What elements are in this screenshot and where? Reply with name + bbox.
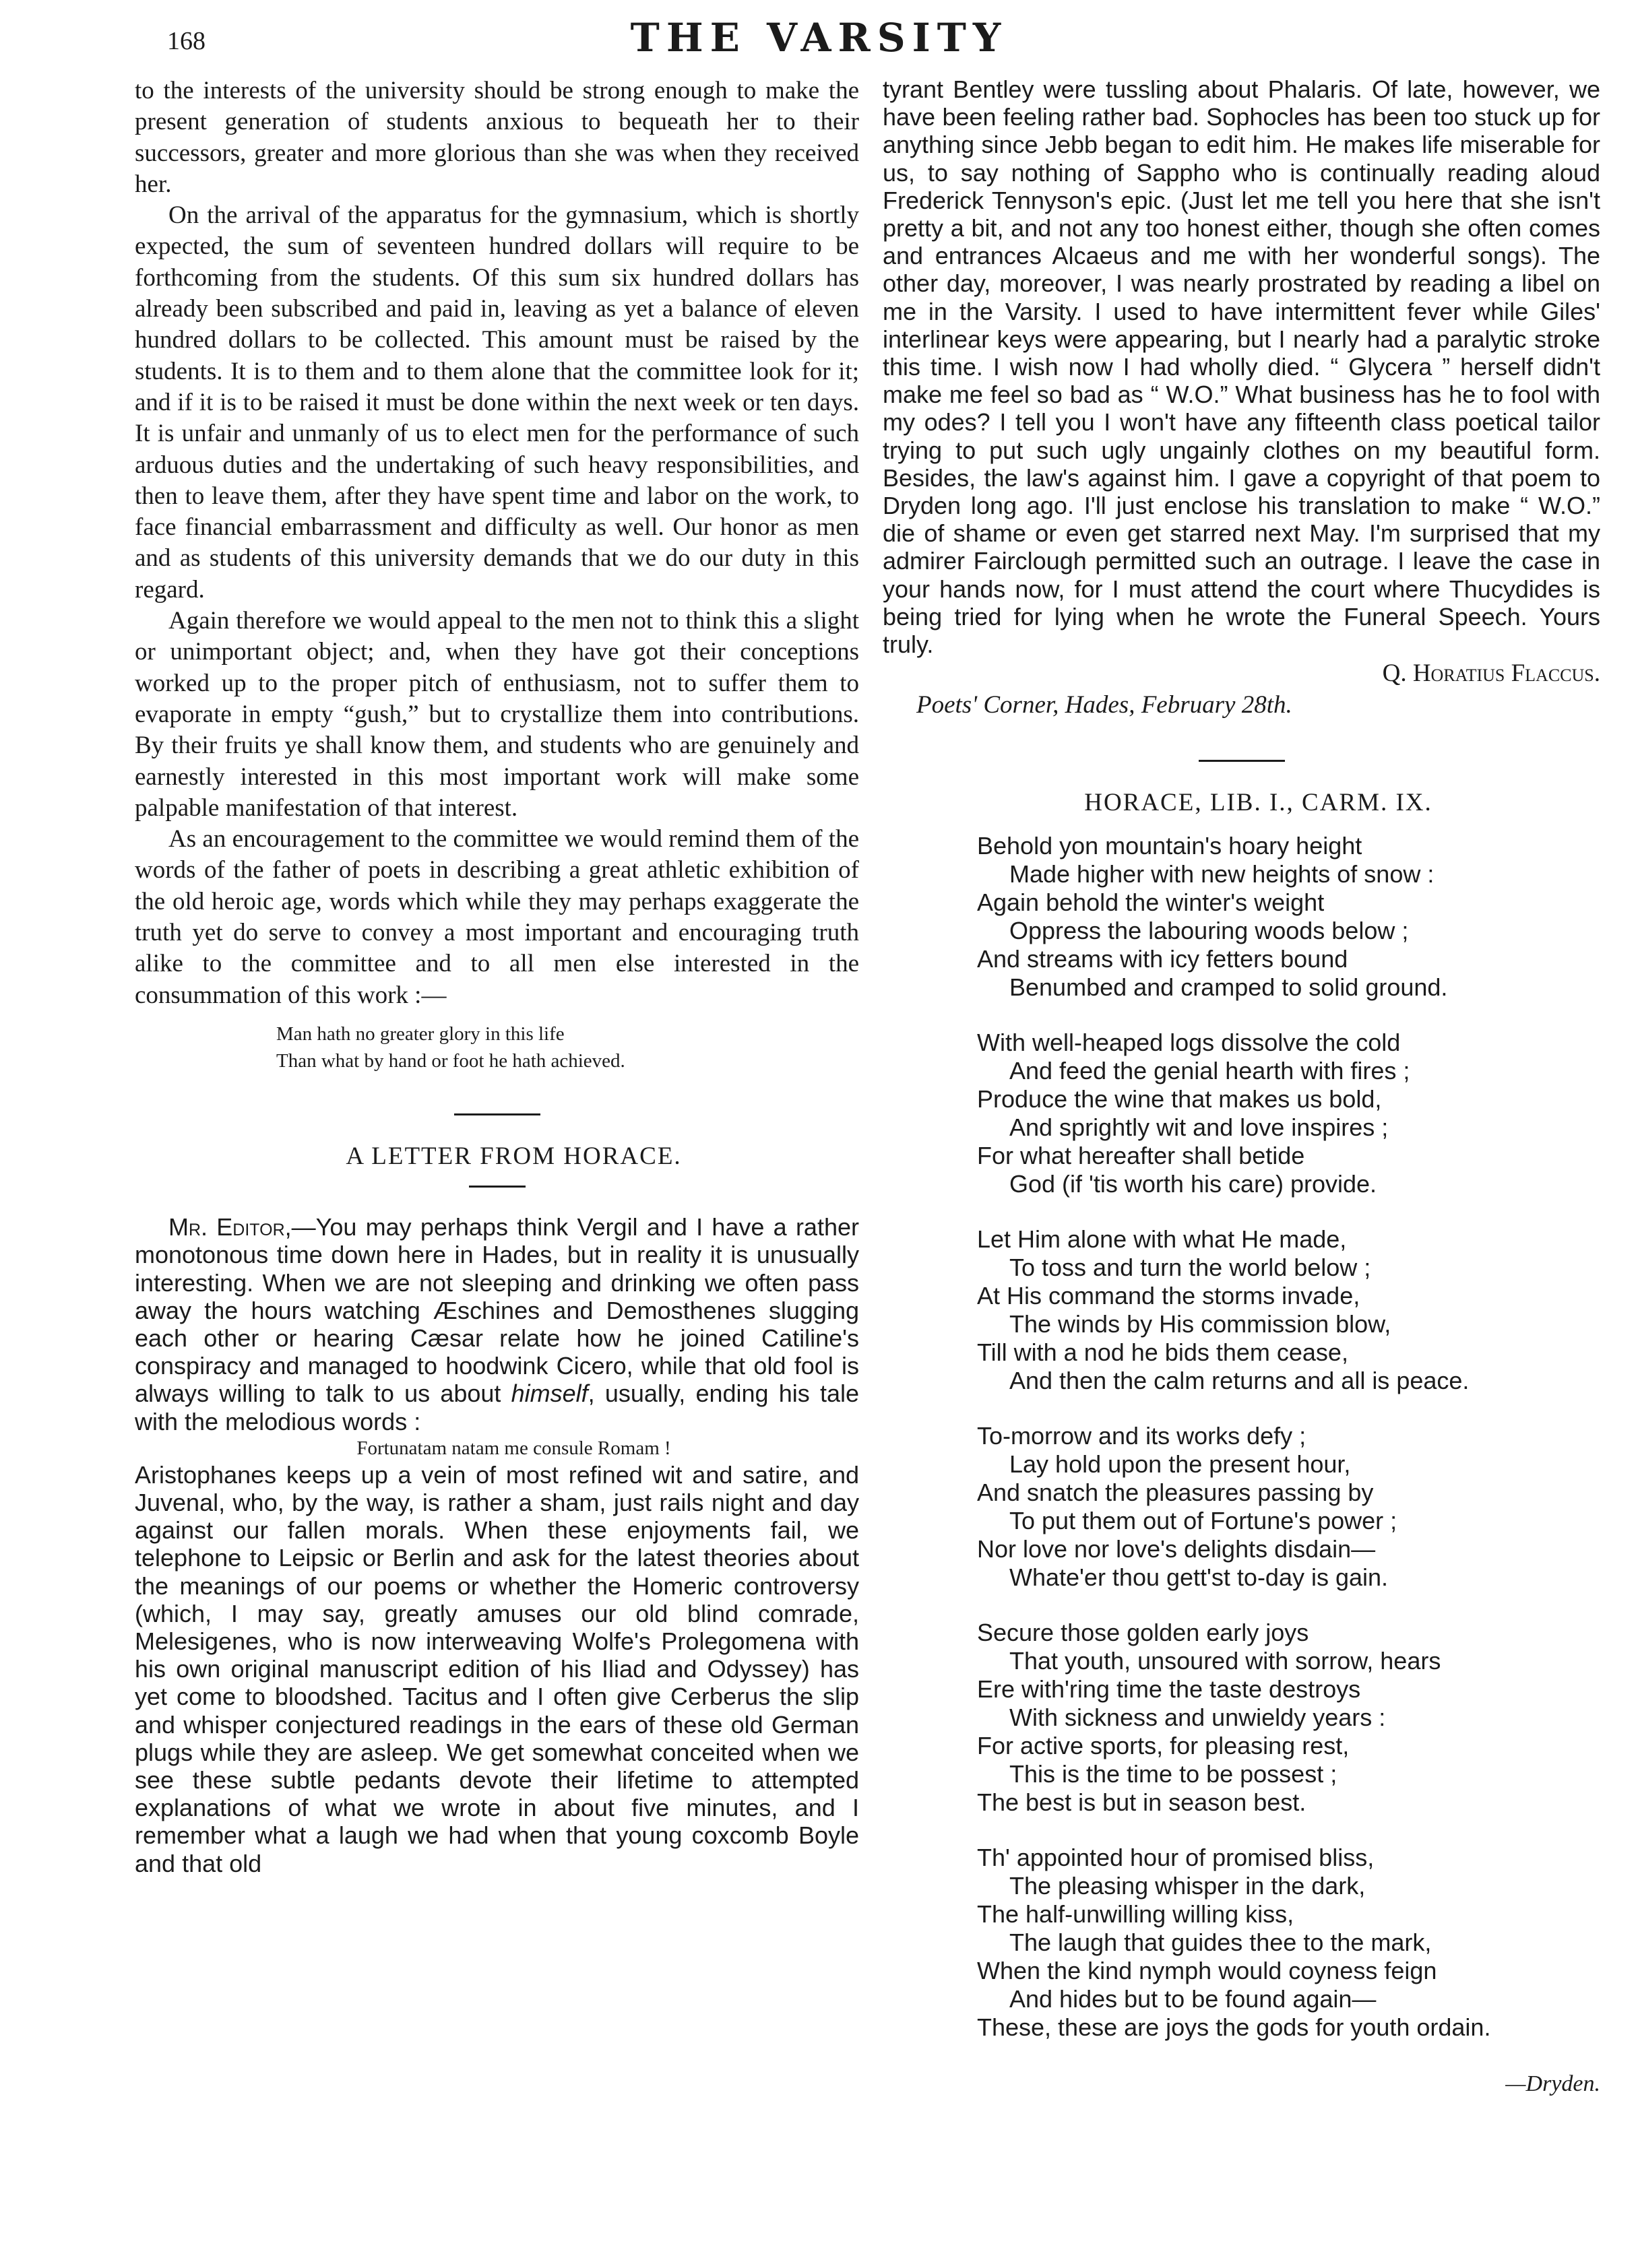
article-heading: A LETTER FROM HORACE.: [346, 1142, 682, 1170]
poem-stanza: [977, 1844, 1600, 2042]
poem-line: And snatch the pleasures passing by: [977, 1479, 1374, 1507]
page-number: 168: [167, 27, 206, 55]
poem-line: The best is but in season best.: [977, 1788, 1306, 1817]
paragraph: to the interests of the university should be strong enough to make the present generation of students anxious to bequeath her to their successors, greater and more glorious than she was when they received her.: [135, 77, 859, 198]
poem-line: For active sports, for pleasing rest,: [977, 1732, 1350, 1760]
latin-quote: Fortunatam natam me consule Romam !: [356, 1437, 671, 1459]
poem-line: Secure those golden early joys: [977, 1619, 1309, 1647]
poem-line: Made higher with new heights of snow :: [1009, 860, 1435, 888]
poem-stanza: [977, 1422, 1600, 1592]
poem-line: Nor love nor love's delights disdain—: [977, 1535, 1376, 1563]
dateline: Poets' Corner, Hades, February 28th.: [916, 690, 1292, 719]
poem-line: Again behold the winter's weight: [977, 888, 1325, 917]
paragraph: Again therefore we would appeal to the men not to think this a slight or unimportant object; and, when they have got their conceptions worked up to the proper pitch of enthusiasm, not to suffer them to evaporate in empty “gush,” but to crystallize them into contributions. By their fruits ye shall know them, and students who are genuinely and earnestly interested in this most important work will make some palpable manifestation of that interest.: [135, 607, 859, 822]
paragraph: On the arrival of the apparatus for the gymnasium, which is shortly expected, the sum of seventeen hundred dollars will require to be forthcoming from the students. Of this sum six hundred dollars has already been subscribed and paid in, leaving as yet a balance of eleven hundred dollars to be collected. This amount must be raised by the students. It is to them and to them alone that the committee look for it; and if it is to be raised it must be done within the next week or ten days. It is unfair and unmanly of us to elect men for the performance of such arduous duties and the undertaking of such heavy responsibilities, and then to leave them, after they have spent time and labor on the work, to face financial embarrassment and difficulty as well. Our honor as men and as students of this university demands that we do our duty in this regard.: [135, 201, 859, 604]
poem-line: That youth, unsoured with sorrow, hears: [1009, 1647, 1441, 1675]
poem-line: This is the time to be possest ;: [1009, 1760, 1337, 1788]
poem-line: The pleasing whisper in the dark,: [1009, 1872, 1366, 1900]
poem-line: Ere with'ring time the taste destroys: [977, 1675, 1361, 1704]
poem-line: Behold yon mountain's hoary height: [977, 832, 1362, 860]
verse-quote: [135, 1020, 859, 1074]
poem-line: To-morrow and its works defy ;: [977, 1422, 1306, 1450]
section-divider: [454, 1113, 540, 1115]
poem-line: With well-heaped logs dissolve the cold: [977, 1029, 1401, 1057]
right-column: [883, 75, 1600, 2100]
poem-line: The half-unwilling willing kiss,: [977, 1900, 1294, 1929]
paragraph: [135, 1213, 859, 1435]
poem-line: To put them out of Fortune's power ;: [1009, 1507, 1397, 1535]
paragraph-text: , usually, ending his tale with the melodious words :: [135, 1380, 859, 1435]
heading-divider: [469, 1186, 526, 1188]
paragraph: Aristophanes keeps up a vein of most refined wit and satire, and Juvenal, who, by the way, is rather a sham, just rails night and day against our fallen morals. When these enjoyments fail, we telephone to Leipsic or Berlin and ask for the latest theories about the meanings of our poems or whether the Homeric controversy (which, I may say, greatly amuses our old blind comrade, Melesigenes, who is now interweaving Wolfe's Prolegomena with his own original manuscript edition of his Iliad and Odyssey) has yet come to bloodshed. Tacitus and I often give Cerberus the slip and whisper conjectured readings in the ears of these old German plugs while they are asleep. We get somewhat conceited when we see these subtle pedants devote their lifetime to attempted explanations of what we wrote in about five minutes, and I remember what a laugh we had when that young coxcomb Boyle and that old: [135, 1460, 859, 1877]
signature: Q. Horatius Flaccus.: [1382, 659, 1600, 688]
poem-line: And then the calm returns and all is peace.: [1009, 1367, 1470, 1395]
poem-stanza: [977, 1029, 1600, 1198]
poem-line: And sprightly wit and love inspires ;: [1009, 1113, 1389, 1142]
poem-heading: HORACE, LIB. I., CARM. IX.: [1084, 788, 1432, 816]
poem-line: These, these are joys the gods for youth ordain.: [977, 2013, 1491, 2042]
paragraph: tyrant Bentley were tussling about Phalaris. Of late, however, we have been feeling rather bad. Sophocles has been too stuck up for anything since Jebb began to edit him. He makes life miserable for us, to say nothing of Sappho who is continually reading aloud Frederick Tennyson's epic. (Just let me tell you here that she isn't pretty a bit, and not any too honest either, though she often comes and entrances Alcaeus and me with her wonderful songs). The other day, moreover, I was nearly prostrated by reading a libel on me in the Varsity. I used to have intermittent fever while Giles' interlinear keys were appearing, but I nearly had a paralytic stroke this time. I wish now I had wholly died. “ Glycera ” herself didn't make me feel so bad as “ W.O.” What business has he to fool with my odes? I tell you I won't have any fifteenth class poetical tailor trying to put such ugly ungainly clothes on my beautiful form. Besides, the law's against him. I gave a copyright of that poem to Dryden long ago. I'll just enclose his translation to make “ W.O.” die of shame or even get starred next May. I'm surprised that my admirer Fairclough permitted such an outrage. I leave the case in your hands now, for I must attend the court where Thucydides is being tried for lying when he wrote the Funeral Speech. Yours truly.: [883, 75, 1600, 659]
poem-line: God (if 'tis worth his care) provide.: [1009, 1170, 1377, 1198]
poem-line: At His command the storms invade,: [977, 1282, 1360, 1310]
poem-line: Lay hold upon the present hour,: [1009, 1450, 1351, 1479]
poem-line: And feed the genial hearth with fires ;: [1009, 1057, 1410, 1085]
attribution: —Dryden.: [1505, 2071, 1600, 2097]
poem-stanza: [977, 832, 1600, 1002]
emphasis: himself: [511, 1380, 588, 1408]
quote-line: Man hath no greater glory in this life: [276, 1023, 565, 1045]
section-divider: [1199, 760, 1285, 762]
poem-line: Whate'er thou gett'st to-day is gain.: [1009, 1563, 1389, 1592]
poem-line: The laugh that guides thee to the mark,: [1009, 1929, 1432, 1957]
poem-line: Th' appointed hour of promised bliss,: [977, 1844, 1375, 1872]
poem-line: Produce the wine that makes us bold,: [977, 1085, 1382, 1113]
poem-line: When the kind nymph would coyness feign: [977, 1957, 1437, 1985]
poem-stanza: [977, 1225, 1600, 1395]
poem-line: Oppress the labouring woods below ;: [1009, 917, 1409, 945]
poem-line: Benumbed and cramped to solid ground.: [1009, 973, 1448, 1002]
quote-line: Than what by hand or foot he hath achieved.: [276, 1049, 625, 1072]
masthead: THE VARSITY: [630, 15, 1008, 61]
left-column: [135, 75, 859, 1877]
salutation: Mr. Editor,: [168, 1213, 292, 1241]
poem-stanza: [977, 1619, 1600, 1817]
poem-line: And hides but to be found again—: [1009, 1985, 1377, 2013]
poem-line: The winds by His commission blow,: [1009, 1310, 1391, 1338]
paragraph: As an encouragement to the committee we would remind them of the words of the father of poets in describing a great athletic exhibition of the old heroic age, words which while they may perhaps exaggerate the truth yet do serve to convey a most important and encouraging truth alike to the committee and to all men else interested in the consummation of this work :—: [135, 825, 859, 1009]
poem-line: And streams with icy fetters bound: [977, 945, 1348, 973]
poem-line: With sickness and unwieldy years :: [1009, 1704, 1386, 1732]
poem: [977, 832, 1600, 2042]
paragraph-text: —You may perhaps think Vergil and I have a rather monotonous time down here in Hades, but in reality it is unusually interesting. When we are not sleeping and drinking we often pass away the hours watching Æschines and Demosthenes slugging each other or hearing Cæsar relate how he joined Catiline's conspiracy and managed to hoodwink Cicero, while that old fool is always willing to talk to us about: [135, 1213, 859, 1408]
poem-line: Let Him alone with what He made,: [977, 1225, 1347, 1254]
poem-line: To toss and turn the world below ;: [1009, 1254, 1371, 1282]
poem-line: For what hereafter shall betide: [977, 1142, 1305, 1170]
poem-line: Till with a nod he bids them cease,: [977, 1338, 1348, 1367]
